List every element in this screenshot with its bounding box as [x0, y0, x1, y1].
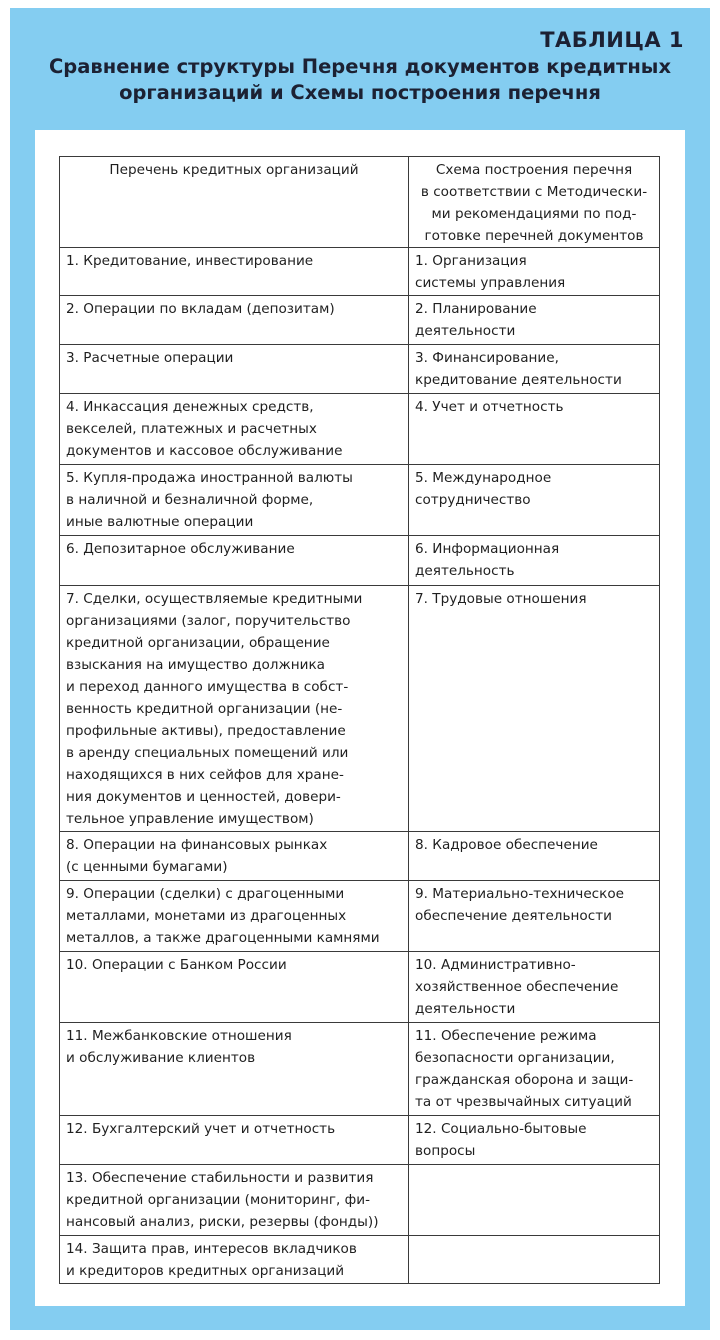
- cell-left: 12. Бухгалтерский учет и отчетность: [60, 1116, 409, 1165]
- cell-left: 3. Расчетные операции: [60, 345, 409, 394]
- table-header-row: [60, 157, 660, 248]
- table-title: Сравнение структуры Перечня документов кредитных организаций и Схемы построения перечня: [48, 55, 672, 104]
- cell-left: 14. Защита прав, интересов вкладчиков и кредиторов кредитных организаций: [60, 1236, 409, 1284]
- table-row: [60, 881, 660, 952]
- cell-left: 10. Операции с Банком России: [60, 952, 409, 1023]
- cell-right: 2. Планирование деятельности: [409, 296, 660, 345]
- table-row: [60, 586, 660, 832]
- header-credit-orgs-list: Перечень кредитных организаций: [60, 157, 409, 248]
- comparison-table: [59, 156, 660, 1284]
- table-row: [60, 1236, 660, 1284]
- table-row: [60, 1023, 660, 1116]
- table-row: [60, 248, 660, 296]
- cell-right: 7. Трудовые отношения: [409, 586, 660, 832]
- table-row: [60, 1116, 660, 1165]
- cell-left: 4. Инкассация денежных средств, векселей, платежных и расчетных документов и кассовое обслуживание: [60, 394, 409, 465]
- cell-left: 2. Операции по вкладам (депозитам): [60, 296, 409, 345]
- cell-right: 12. Социально-бытовые вопросы: [409, 1116, 660, 1165]
- table-number-label: ТАБЛИЦА 1: [540, 28, 684, 52]
- cell-right: 3. Финансирование, кредитование деятельности: [409, 345, 660, 394]
- cell-left: 13. Обеспечение стабильности и развития кредитной организации (мониторинг, фи- нансовый анализ, риски, резервы (фонды)): [60, 1165, 409, 1236]
- table-row: [60, 832, 660, 881]
- cell-left: 6. Депозитарное обслуживание: [60, 536, 409, 586]
- table-frame: [10, 8, 710, 1330]
- cell-right: [409, 1165, 660, 1236]
- table-row: [60, 536, 660, 586]
- cell-right: 4. Учет и отчетность: [409, 394, 660, 465]
- cell-right: 1. Организация системы управления: [409, 248, 660, 296]
- table-row: [60, 465, 660, 536]
- table-panel: [35, 130, 685, 1306]
- cell-left: 11. Межбанковские отношения и обслуживание клиентов: [60, 1023, 409, 1116]
- cell-right: 10. Административно- хозяйственное обеспечение деятельности: [409, 952, 660, 1023]
- header-scheme: Схема построения перечня в соответствии с Методически- ми рекомендациями по под- готовке перечней документов: [409, 157, 660, 248]
- table-row: [60, 394, 660, 465]
- cell-right: 5. Международное сотрудничество: [409, 465, 660, 536]
- table-row: [60, 952, 660, 1023]
- cell-right: 11. Обеспечение режима безопасности организации, гражданская оборона и защи- та от чрезвычайных ситуаций: [409, 1023, 660, 1116]
- cell-left: 5. Купля-продажа иностранной валюты в наличной и безналичной форме, иные валютные операции: [60, 465, 409, 536]
- cell-right: 6. Информационная деятельность: [409, 536, 660, 586]
- cell-left: 7. Сделки, осуществляемые кредитными организациями (залог, поручительство кредитной организации, обращение взыскания на имущество должника и переход данного имущества в собст- венность кредитной организации (не- профильные активы), предоставление в аренду специальных помещений или находящихся в них сейфов для хране- ния документов и ценностей, довери- тельное управление имуществом): [60, 586, 409, 832]
- cell-right: 9. Материально-техническое обеспечение деятельности: [409, 881, 660, 952]
- cell-left: 1. Кредитование, инвестирование: [60, 248, 409, 296]
- table-row: [60, 345, 660, 394]
- cell-left: 9. Операции (сделки) с драгоценными металлами, монетами из драгоценных металлов, а также драгоценными камнями: [60, 881, 409, 952]
- cell-left: 8. Операции на финансовых рынках (с ценными бумагами): [60, 832, 409, 881]
- cell-right: [409, 1236, 660, 1284]
- table-row: [60, 1165, 660, 1236]
- table-row: [60, 296, 660, 345]
- cell-right: 8. Кадровое обеспечение: [409, 832, 660, 881]
